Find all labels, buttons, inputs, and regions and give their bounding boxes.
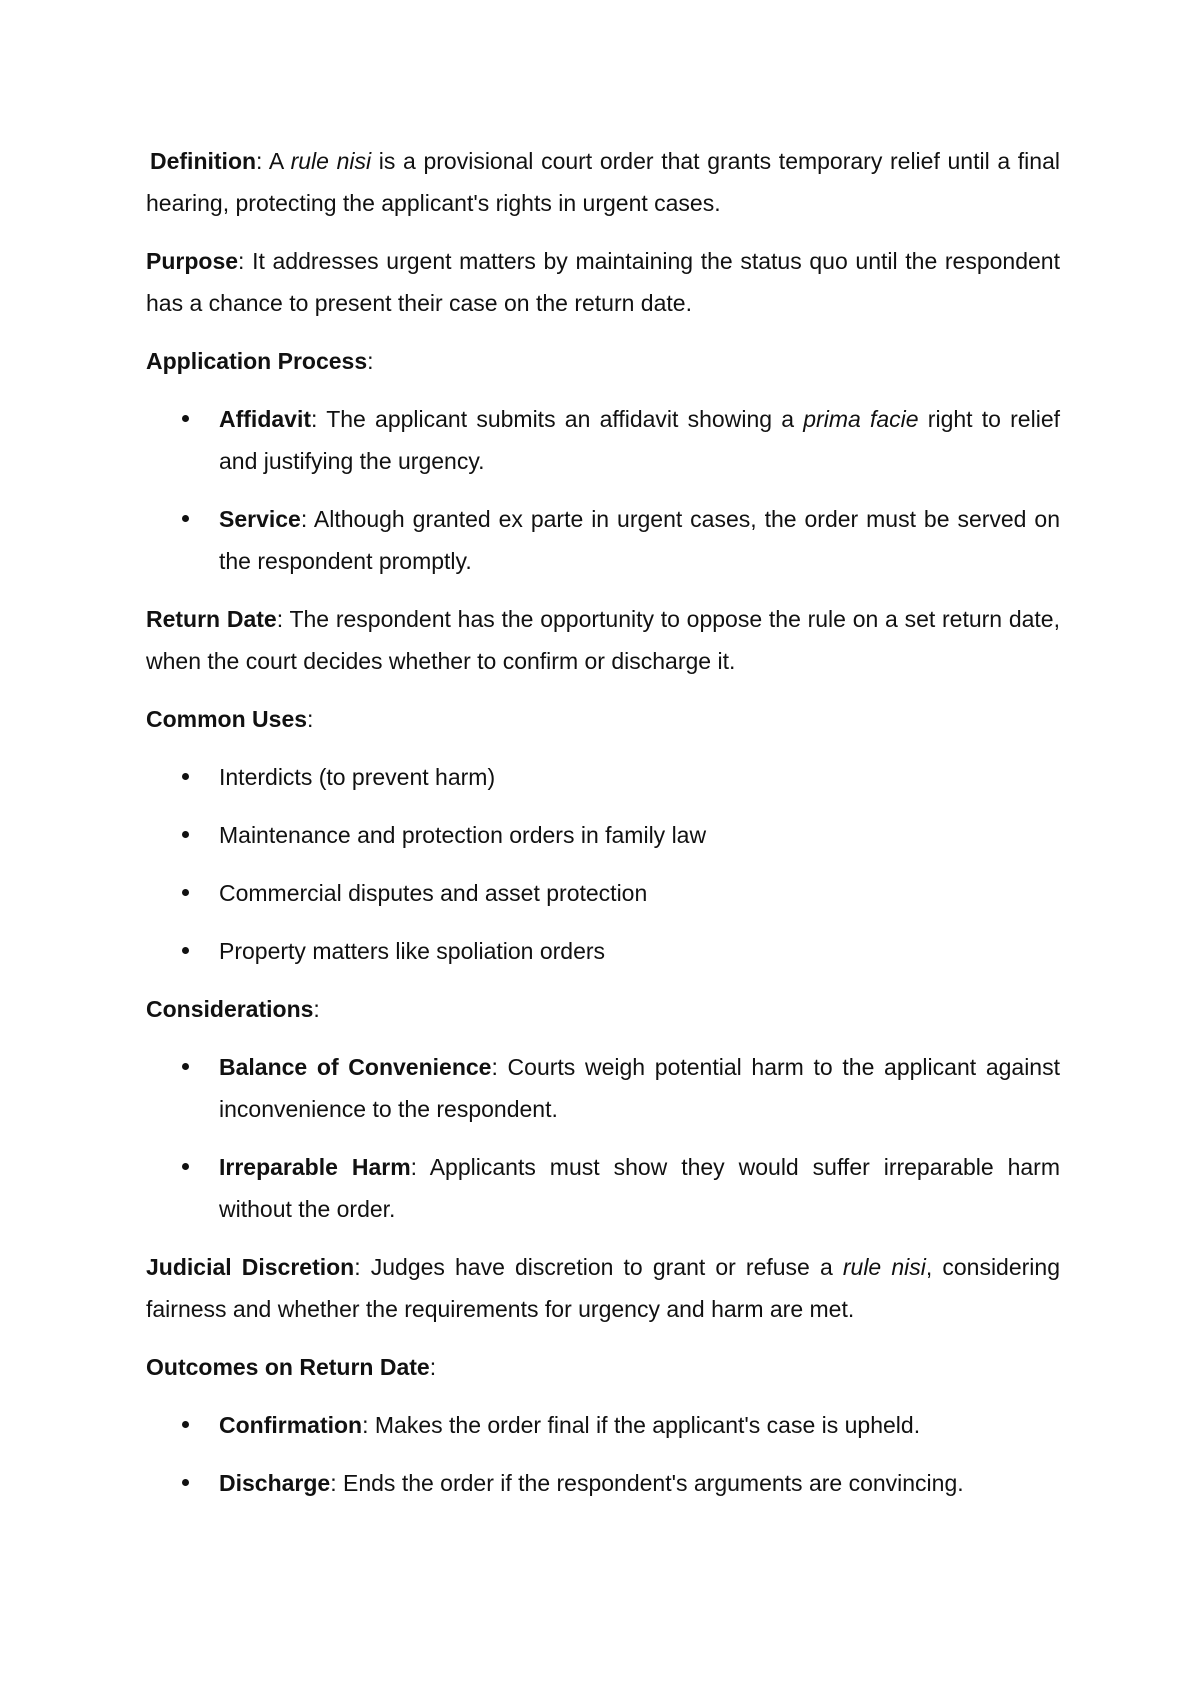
definition-term: rule nisi — [290, 148, 372, 174]
bullet-icon — [182, 515, 189, 522]
definition-label: Definition — [150, 148, 257, 174]
service-label: Service — [219, 506, 301, 532]
bullet-icon — [182, 1421, 189, 1428]
document-body — [146, 140, 1060, 1520]
list-item: Irreparable Harm: Applicants must show they would suffer irreparable harm without the order. — [146, 1146, 1060, 1230]
bullet-icon — [182, 889, 189, 896]
list-item: Property matters like spoliation orders — [146, 930, 1060, 972]
balance-label: Balance of Convenience — [219, 1054, 492, 1080]
return-date-paragraph: Return Date: The respondent has the opportunity to oppose the rule on a set return date, when the court decides whether to confirm or discharge it. — [146, 606, 1060, 674]
considerations-list — [146, 1046, 1060, 1230]
bullet-icon — [182, 1063, 189, 1070]
return-date-label: Return Date — [146, 606, 277, 632]
definition-paragraph: Definition: A rule nisi is a provisional court order that grants temporary relief until a final hearing, protecting the applicant's rights in urgent cases. — [146, 148, 1060, 216]
affidavit-term: prima facie — [803, 406, 919, 432]
considerations-heading: Considerations: — [146, 996, 320, 1022]
judicial-discretion-term: rule nisi — [842, 1254, 926, 1280]
purpose-label: Purpose — [146, 248, 239, 274]
bullet-icon — [182, 415, 189, 422]
purpose-paragraph: Purpose: It addresses urgent matters by maintaining the status quo until the respondent has a chance to present their case on the return date. — [146, 248, 1060, 316]
bullet-icon — [182, 1163, 189, 1170]
outcomes-list — [146, 1404, 1060, 1504]
harm-label: Irreparable Harm — [219, 1154, 411, 1180]
bullet-icon — [182, 947, 189, 954]
judicial-discretion-paragraph: Judicial Discretion: Judges have discretion to grant or refuse a rule nisi, considering fairness and whether the requirements for urgency and harm are met. — [146, 1254, 1060, 1322]
list-item: Discharge: Ends the order if the respondent's arguments are convincing. — [146, 1462, 1060, 1504]
outcomes-heading: Outcomes on Return Date: — [146, 1354, 437, 1380]
bullet-icon — [182, 773, 189, 780]
affidavit-label: Affidavit — [219, 406, 311, 432]
list-item: Confirmation: Makes the order final if the applicant's case is upheld. — [146, 1404, 1060, 1446]
application-process-heading: Application Process: — [146, 348, 374, 374]
list-item: Maintenance and protection orders in family law — [146, 814, 1060, 856]
list-item: Service: Although granted ex parte in urgent cases, the order must be served on the respondent promptly. — [146, 498, 1060, 582]
common-uses-heading: Common Uses: — [146, 706, 314, 732]
list-item: Commercial disputes and asset protection — [146, 872, 1060, 914]
list-item: Affidavit: The applicant submits an affidavit showing a prima facie right to relief and justifying the urgency. — [146, 398, 1060, 482]
application-process-list — [146, 398, 1060, 582]
confirmation-label: Confirmation — [219, 1412, 363, 1438]
list-item: Balance of Convenience: Courts weigh potential harm to the applicant against inconvenience to the respondent. — [146, 1046, 1060, 1130]
list-item: Interdicts (to prevent harm) — [146, 756, 1060, 798]
discharge-label: Discharge — [219, 1470, 331, 1496]
bullet-icon — [182, 831, 189, 838]
judicial-discretion-label: Judicial Discretion — [146, 1254, 355, 1280]
bullet-icon — [182, 1479, 189, 1486]
common-uses-list — [146, 756, 1060, 972]
